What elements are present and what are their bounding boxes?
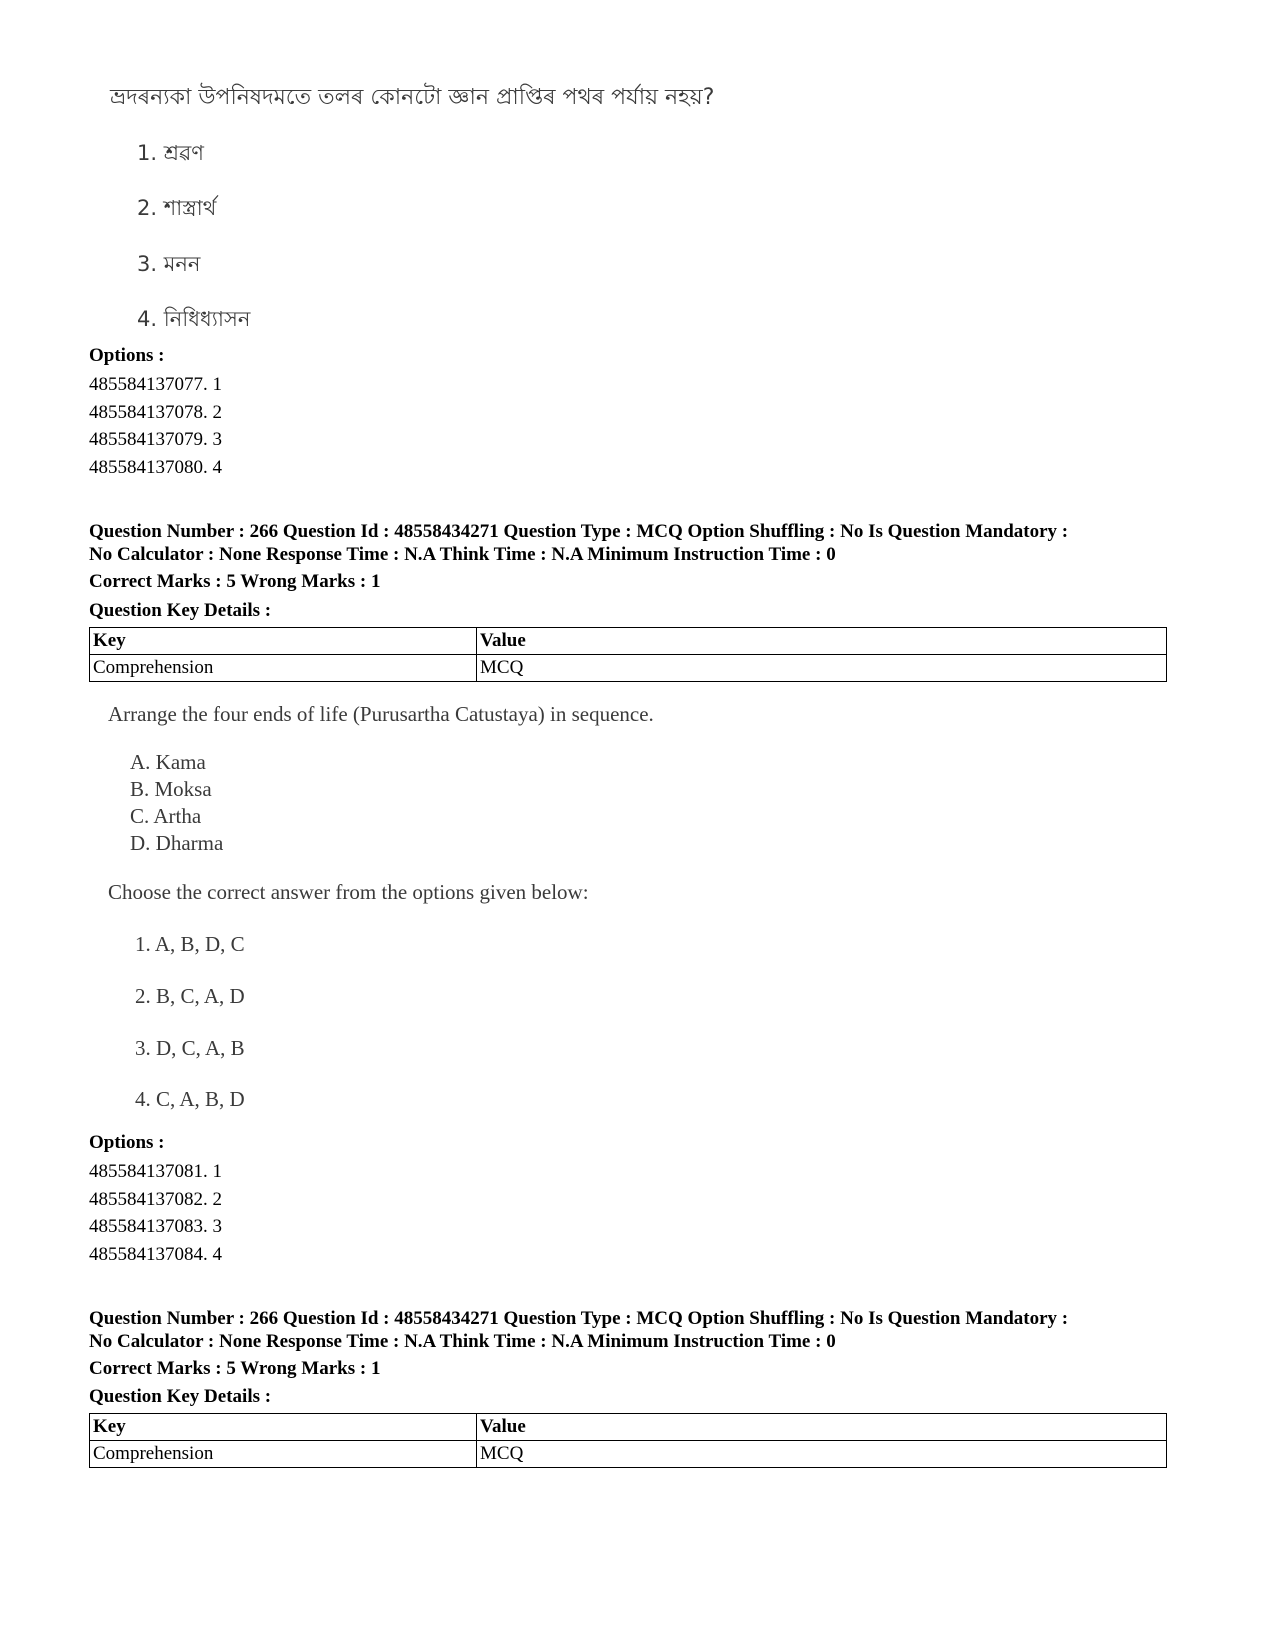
table-cell-value: MCQ: [477, 655, 1167, 682]
choice-1: 1. শ্ৰৱণ: [137, 141, 204, 165]
table-cell-key: Comprehension: [90, 1441, 477, 1468]
choice-3: 3. মনন: [137, 252, 201, 276]
table-row: [90, 655, 1167, 682]
question-meta-line-2: No Calculator : None Response Time : N.A Think Time : N.A Minimum Instruction Time : 0: [89, 544, 836, 565]
table-header-key: Key: [90, 1414, 477, 1441]
key-details-label: Question Key Details :: [89, 1386, 272, 1407]
item-a: A. Kama: [130, 750, 206, 774]
choice-3: 3. D, C, A, B: [135, 1036, 245, 1060]
choice-4: 4. C, A, B, D: [135, 1087, 245, 1111]
table-header-value: Value: [477, 628, 1167, 655]
option-id-2: 485584137082. 2: [89, 1189, 222, 1210]
choice-2: 2. B, C, A, D: [135, 984, 245, 1008]
choice-1: 1. A, B, D, C: [135, 932, 245, 956]
table-header-value: Value: [477, 1414, 1167, 1441]
key-details-table: [89, 627, 1167, 682]
marks-line: Correct Marks : 5 Wrong Marks : 1: [89, 571, 381, 592]
option-id-4: 485584137084. 4: [89, 1244, 222, 1265]
options-label: Options :: [89, 345, 165, 366]
question-text-assamese: ভ্ৰদৰন্যকা উপনিষদমতে তলৰ কোনটো জ্ঞান প্ৰাপ্তিৰ পথৰ পৰ্যায় নহয়?: [110, 85, 715, 110]
instruction-text: Choose the correct answer from the options given below:: [108, 880, 589, 904]
item-d: D. Dharma: [130, 831, 224, 855]
question-text: Arrange the four ends of life (Purusartha Catustaya) in sequence.: [108, 702, 654, 726]
table-cell-value: MCQ: [477, 1441, 1167, 1468]
question-meta-line-1: Question Number : 266 Question Id : 48558434271 Question Type : MCQ Option Shuffling : No Is Question Mandatory :: [89, 521, 1069, 542]
table-cell-key: Comprehension: [90, 655, 477, 682]
choice-4: 4. নিধিধ্যাসন: [137, 307, 251, 331]
option-id-3: 485584137083. 3: [89, 1216, 222, 1237]
option-id-3: 485584137079. 3: [89, 429, 222, 450]
item-c: C. Artha: [130, 804, 202, 828]
option-id-1: 485584137081. 1: [89, 1161, 222, 1182]
options-label: Options :: [89, 1132, 165, 1153]
choice-2: 2. শাস্ত্ৰাৰ্থ: [137, 196, 217, 220]
table-header-row: [90, 1414, 1167, 1441]
key-details-table: [89, 1413, 1167, 1468]
question-meta-line-1: Question Number : 266 Question Id : 48558434271 Question Type : MCQ Option Shuffling : No Is Question Mandatory :: [89, 1308, 1069, 1329]
option-id-4: 485584137080. 4: [89, 457, 222, 478]
table-row: [90, 1441, 1167, 1468]
marks-line: Correct Marks : 5 Wrong Marks : 1: [89, 1358, 381, 1379]
table-header-key: Key: [90, 628, 477, 655]
option-id-1: 485584137077. 1: [89, 374, 222, 395]
option-id-2: 485584137078. 2: [89, 402, 222, 423]
key-details-label: Question Key Details :: [89, 600, 272, 621]
question-meta-line-2: No Calculator : None Response Time : N.A Think Time : N.A Minimum Instruction Time : 0: [89, 1331, 836, 1352]
table-header-row: [90, 628, 1167, 655]
item-b: B. Moksa: [130, 777, 212, 801]
